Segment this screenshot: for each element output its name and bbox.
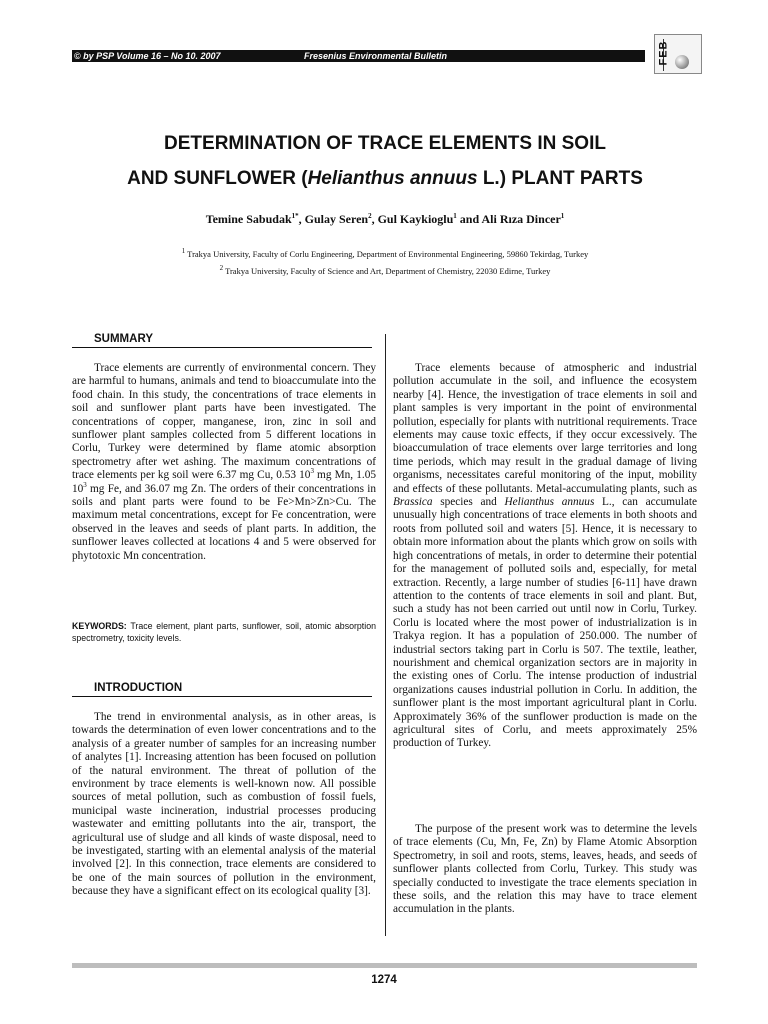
author-name: Ali Rıza Dincer [481,212,561,226]
introduction-paragraph: The trend in environmental analysis, as in other areas, is towards the determination of even lower concentrations and to the analysis of a greater number of samples for an increasing number of analytes [1]. Increasing attention has been focused on pollution of the natural environment. The threat of pollution of the environment by trace elements is well-known now. All possible sources of metal pollution, such as combustion of fossil fuels, municipal waste incineration, industrial processes producing wastewater and emitting pollutants into the air, transport, the agricultural use of sludge and all kinds of waste disposal, need to be investigated, starting with an elemental analysis of the material involved [2]. In this connection, trace elements are considered to be one of the main sources of pollution in the environment, because they have a significant effect on its ecological quality [3]. [72,711,376,898]
author-marker: 1 [453,212,457,220]
feb-logo [654,34,702,74]
title-line2-post: L.) PLANT PARTS [477,168,643,189]
exponent: 3 [83,480,87,489]
author-name: Gulay Seren [304,212,369,226]
journal-header-bar [72,50,645,62]
column-divider [385,334,386,936]
genus-name: Brassica [393,496,433,509]
author-separator: and [456,212,482,226]
keywords-block [72,620,376,644]
affiliation-text: Trakya University, Faculty of Corlu Engineering, Department of Environmental Engineering, 59860 Tekirdag, Turkey [185,249,589,259]
author-list [60,212,710,227]
author-name: Temine Sabudak [205,212,292,226]
author-marker: 1* [291,212,299,220]
summary-text-b: mg Mn, 1.05 10 [72,469,376,495]
author-marker: 2 [368,212,372,220]
summary-paragraph [72,362,376,563]
summary-text-a: Trace elements are currently of environmental concern. They are harmful to humans, animals and tend to bioaccumulate into the food chain. In this study, the concentrations of trace elements in soil and sunflower plant parts have been investigated. The concentrations of copper, manganese, iron, zinc in soil and sunflower plant samples collected from 5 different locations in Corlu, Turkey were determined by flame atomic absorption spectrometry after wet ashing. The maximum concentrations of trace elements per kg soil were 6.37 mg Cu, 0.53 10 [72,362,376,482]
affiliation-2 [60,266,710,276]
summary-body [72,362,376,563]
right-column-paragraph-1 [393,362,697,751]
title-line2-pre: AND SUNFLOWER ( [127,168,308,189]
keywords-text: Trace element, plant parts, sunflower, soil, atomic absorption spectrometry, toxicity levels. [72,621,376,643]
exponent: 3 [310,467,314,476]
journal-name: Fresenius Environmental Bulletin [304,51,448,61]
introduction-heading: INTRODUCTION [72,682,372,697]
author-separator: , [298,212,305,226]
summary-heading: SUMMARY [72,333,372,348]
affiliation-text: Trakya University, Faculty of Science and Art, Department of Chemistry, 22030 Edirne, Turkey [223,266,551,276]
keywords-label: KEYWORDS: [72,621,127,631]
author-name: Gul Kaykioglu [377,212,454,226]
right-column-paragraph-2 [393,823,697,917]
author-separator: , [371,212,378,226]
affiliation-1 [60,249,710,259]
logo-sphere-icon [675,55,689,69]
paper-title-line-1: DETERMINATION OF TRACE ELEMENTS IN SOIL [164,133,606,154]
body-paragraph: The purpose of the present work was to determine the levels of trace elements (Cu, Mn, Fe, Zn) by Flame Atomic Absorption Spectrometry, in soil and roots, stems, leaves, heads, and seeds of sunflower plants collected from Corlu, Turkey. This study was specially conducted to investigate the trace elements speciation in these soils, and the relation this may have to trace element accumulation in the plants. [393,823,697,916]
summary-text-c: mg Fe, and 36.07 mg Zn. The orders of their concentrations in soils and plant parts were found to be Fe>Mn>Zn>Cu. The maximum metal concentrations, except for Fe concentration, were observed in the leaves and seeds of plant parts. In addition, the sunflower leaves collected at locations 4 and 5 were observed for phytotoxic Mn concentration. [72,482,376,562]
author-marker: 1 [560,212,565,220]
affiliation-marker: 1 [181,247,186,256]
affiliation-marker: 2 [219,264,224,273]
species-name: Helianthus annuus [504,496,595,509]
paper-title-line-2 [60,168,710,190]
body-text-a: Trace elements because of atmospheric and industrial pollution accumulate in the soil, and influence the ecosystem nearby [4]. Hence, the investigation of trace elements in soil and plant samples is very important in the point of environmental pollution, especially for plants with nutritional requirements. Trace elements may cause toxic effects, if they occur excessively. The bioaccumulation of trace elements over large territories and long time periods, which may result in the gradual damage of living organisms, necessitates careful monitoring of the input, mobility and effects of these pollutants. Metal-accumulating plants, such as [393,362,697,495]
title-species-name: Helianthus annuus [307,168,478,189]
introduction-body [72,711,376,899]
logo-text: FEB [657,40,670,66]
body-text-b: species and [432,496,505,509]
copyright-volume: © by PSP Volume 16 – No 10. 2007 [74,51,221,61]
body-paragraph [393,362,697,751]
body-text-c: L., can accumulate unusually high concentrations of trace elements in both shoots and roots from polluted soil and waters [5]. Hence, it is necessary to obtain more information about the plants which grow on soils with high concentrations of metals, in order to determine their potential for the management of polluted soils and, especially, for metal extraction. Recently, a large number of studies [6-11] have drawn attention to the contents of trace elements in soil and plant. But, such a study has not been carried out until now in Corlu, Turkey. Corlu is located where the most power of industrialization is in Trakya region. It has a population of 250.000. The number of industrial sectors taking part in Corlu is 507. The textile, leather, nourishment and chemical organization sectors are in majority in the existing ones of Corlu. The intense production of industrial organizations causes industrial pollution in Corlu. In addition, the sunflower plant is the most important agricultural plant in Corlu. Approximately 36% of the sunflower production is made on the agricultural sites of Corlu, and meets approximately 25% production of Turkey. [393,496,698,750]
footer-rule [72,963,697,968]
page-number: 1274 [371,974,397,986]
